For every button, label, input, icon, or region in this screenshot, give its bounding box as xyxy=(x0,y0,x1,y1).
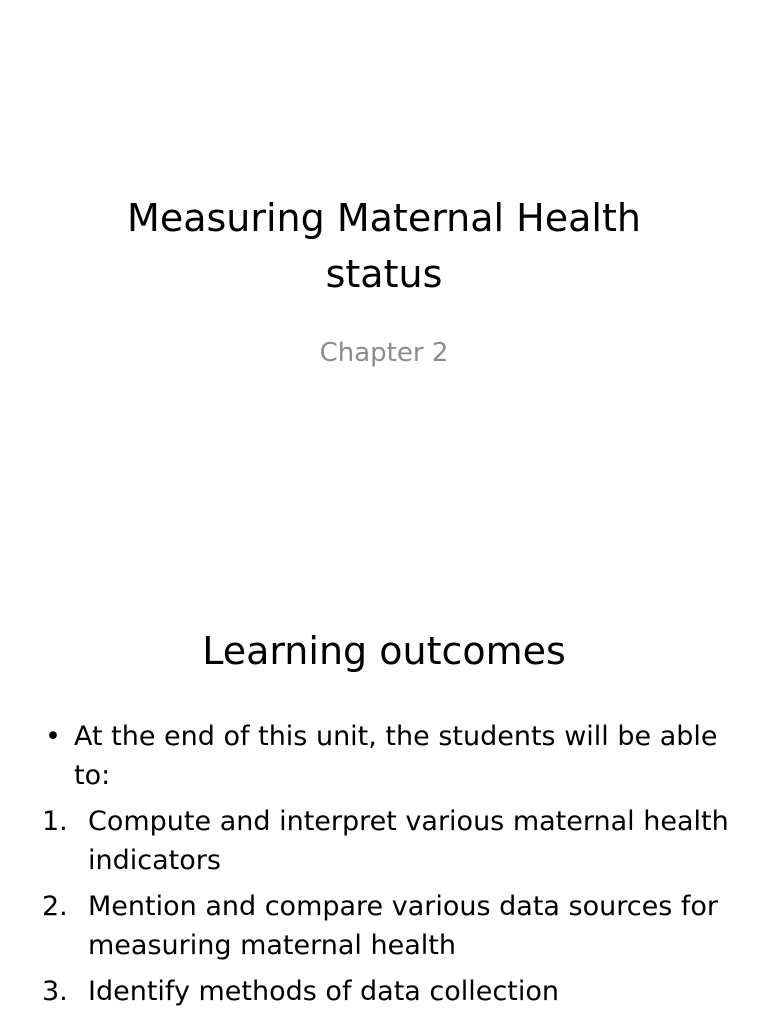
list-item-outcome-3 xyxy=(42,972,732,1011)
list-item-text: At the end of this unit, the students will be able to: xyxy=(74,721,718,791)
list-item-text: Identify methods of data collection xyxy=(88,976,559,1007)
outcomes-list xyxy=(42,717,732,1018)
list-item-outcome-1 xyxy=(42,802,732,880)
list-item-outcome-2 xyxy=(42,887,732,965)
slide-title: Learning outcomes xyxy=(202,629,566,673)
list-item-text: Mention and compare various data sources for measuring maternal health xyxy=(88,891,718,961)
slide-subtitle: Chapter 2 xyxy=(319,338,449,368)
number-marker: 3. xyxy=(42,976,68,1007)
list-item-intro xyxy=(42,717,732,795)
learning-outcomes-slide xyxy=(0,512,768,1024)
number-marker: 2. xyxy=(42,891,68,922)
bullet-marker: • xyxy=(45,721,61,752)
list-item-text: Compute and interpret various maternal health indicators xyxy=(88,806,729,876)
slide-title: Measuring Maternal Health status xyxy=(127,196,641,296)
number-marker: 1. xyxy=(42,806,68,837)
